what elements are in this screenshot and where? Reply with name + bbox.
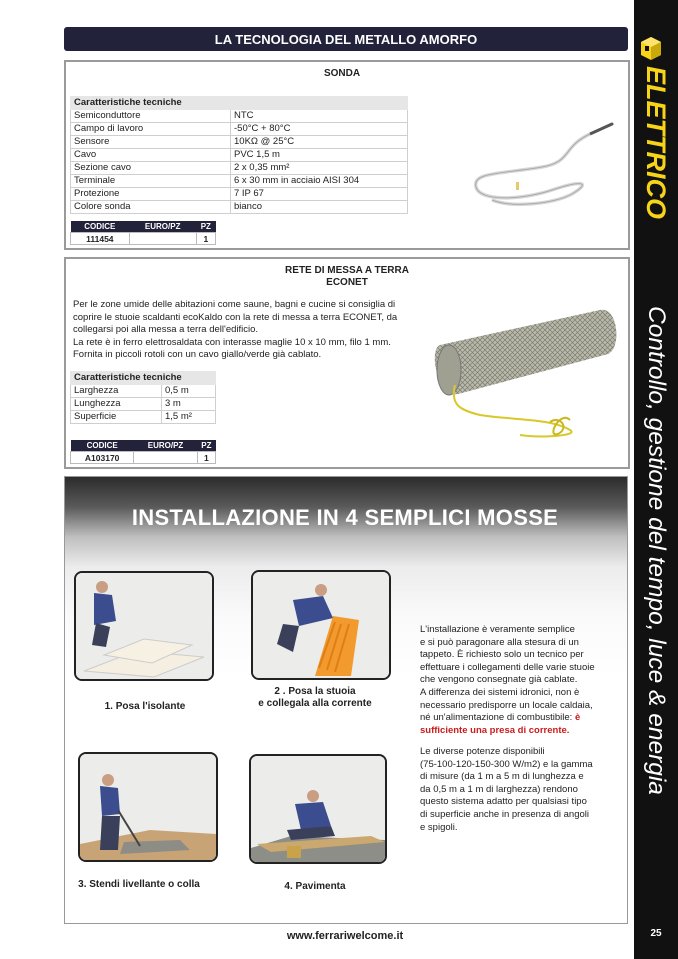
step-4-label: 4. Pavimenta [284, 881, 346, 892]
sonda-title: SONDA [323, 68, 361, 79]
step-2-label: 2 . Posa la stuoia e collegala alla corrente [258, 686, 372, 709]
category-label: ELETTRICO [641, 66, 671, 219]
table-row: Superficie 1,5 m² [71, 411, 216, 424]
table-row: 111454 1 [71, 233, 216, 245]
install-paragraph-1: L'installazione è veramente semplice e si può paragonare alla stesura di un tappeto. È richiesto solo un tecnico per effettuare i collegamenti delle varie stuoie che vengono consegnate già cablate. A differenza dei sistemi idronici, non è necessario predisporre un locale caldaia, né un'alimentazione di combustibile: è sufficiente una presa di corrente. [420, 624, 606, 737]
table-row: Sensore 10KΩ @ 25°C [71, 136, 408, 149]
step-1-label: 1. Posa l'isolante [104, 701, 186, 712]
footer-website-link[interactable]: www.ferrariwelcome.it [286, 930, 404, 942]
step-2-photo [251, 570, 391, 680]
page-number: 25 [650, 928, 662, 939]
install-paragraph-2: Le diverse potenze disponibili (75-100-120-150-300 W/m2) e la gamma di misure (da 1 m a 5 m di lunghezza e da 0,5 m a 1 m di larghezza) rendono questo sistema adatto per qualsiasi tipo di superficie anche in presenza di angoli e spigoli. [420, 746, 593, 833]
highlight-text: sufficiente una presa di corrente. [420, 724, 570, 736]
table-row: Larghezza 0,5 m [71, 385, 216, 398]
section-header: LA TECNOLOGIA DEL METALLO AMORFO [64, 27, 628, 51]
sonda-code-table: CODICE EURO/PZ PZ 111454 1 [70, 221, 216, 245]
install-title: INSTALLAZIONE IN 4 SEMPLICI MOSSE [131, 505, 559, 530]
category-cube-icon [637, 34, 665, 62]
step-3-photo [78, 752, 218, 862]
table-row: Protezione 7 IP 67 [71, 188, 408, 201]
specs-header: Caratteristiche tecniche [71, 372, 216, 385]
step-4-photo [249, 754, 387, 864]
table-row: Campo di lavoro -50°C + 80°C [71, 123, 408, 136]
sonda-probe-image [462, 112, 622, 212]
table-row: Terminale 6 x 30 mm in acciaio AISI 304 [71, 175, 408, 188]
rete-title: RETE DI MESSA A TERRA ECONET [285, 265, 409, 288]
rete-description: Per le zone umide delle abitazioni come saune, bagni e cucine si consiglia di coprire le stuoie scaldanti ecoKaldo con la rete di messa a terra ECONET, da collegarsi poi alla messa a terra dell'edificio. La rete è in ferro elettrosaldata con interasse maglie 10 x 10 mm, filo 1 mm. Fornita in piccoli rotoli con un cavo giallo/verde già cablato. [73, 299, 398, 361]
table-row: A103170 1 [71, 452, 216, 464]
step-1-photo [74, 571, 214, 681]
rete-code-table: CODICE EURO/PZ PZ A103170 1 [70, 440, 216, 464]
specs-header: Caratteristiche tecniche [71, 97, 408, 110]
table-row: Sezione cavo 2 x 0,35 mm² [71, 162, 408, 175]
sonda-specs-table [70, 96, 408, 214]
step-3-label: 3. Stendi livellante o colla [78, 879, 200, 890]
rete-mesh-roll-image [430, 290, 622, 450]
table-row: Colore sonda bianco [71, 201, 408, 214]
rete-specs-table [70, 371, 216, 424]
table-row: Semiconduttore NTC [71, 110, 408, 123]
table-row: Lunghezza 3 m [71, 398, 216, 411]
table-row: Cavo PVC 1,5 m [71, 149, 408, 162]
topic-label: Controllo, gestione del tempo, luce & energia [643, 306, 670, 795]
